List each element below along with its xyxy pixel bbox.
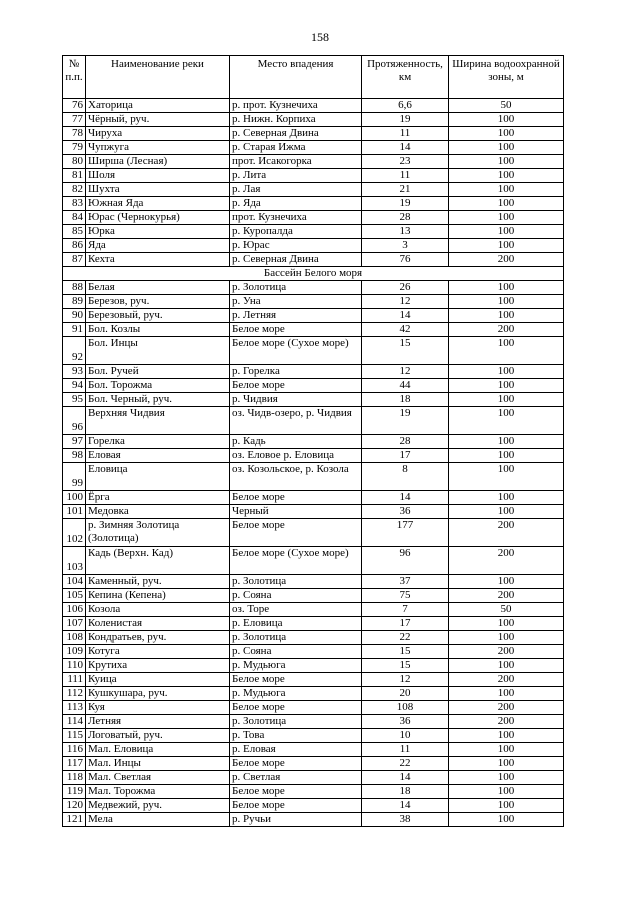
river-length: 15 (362, 645, 449, 659)
row-number: 110 (63, 659, 86, 673)
river-length: 12 (362, 673, 449, 687)
protection-zone-width: 100 (449, 393, 564, 407)
river-name: Куица (86, 673, 230, 687)
river-length: 96 (362, 547, 449, 575)
river-mouth: Белое море (230, 673, 362, 687)
river-mouth: р. Летняя (230, 309, 362, 323)
row-number: 117 (63, 757, 86, 771)
river-length: 12 (362, 365, 449, 379)
row-number: 100 (63, 491, 86, 505)
river-name: Медвежий, руч. (86, 799, 230, 813)
river-mouth: р. Чидвия (230, 393, 362, 407)
table-row (63, 617, 564, 631)
row-number: 115 (63, 729, 86, 743)
row-number: 102 (63, 519, 86, 547)
river-length: 10 (362, 729, 449, 743)
river-mouth: р. Това (230, 729, 362, 743)
protection-zone-width: 100 (449, 659, 564, 673)
header-width: Ширина водоохранной зоны, м (449, 56, 564, 99)
row-number: 109 (63, 645, 86, 659)
protection-zone-width: 100 (449, 813, 564, 827)
river-mouth: Черный (230, 505, 362, 519)
river-name: Бол. Козлы (86, 323, 230, 337)
river-name: Шоля (86, 169, 230, 183)
river-mouth: р. Лая (230, 183, 362, 197)
river-length: 20 (362, 687, 449, 701)
table-row (63, 575, 564, 589)
protection-zone-width: 100 (449, 729, 564, 743)
river-name: Березов, руч. (86, 295, 230, 309)
river-name: Логоватый, руч. (86, 729, 230, 743)
table-row (63, 589, 564, 603)
river-name: Кепина (Кепена) (86, 589, 230, 603)
river-name: Медовка (86, 505, 230, 519)
river-mouth: Белое море (230, 785, 362, 799)
protection-zone-width: 100 (449, 365, 564, 379)
river-mouth: Белое море (230, 379, 362, 393)
table-row (63, 435, 564, 449)
river-name: Яда (86, 239, 230, 253)
row-number: 91 (63, 323, 86, 337)
river-mouth: р. Светлая (230, 771, 362, 785)
river-length: 38 (362, 813, 449, 827)
header-name: Наименование реки (86, 56, 230, 99)
river-mouth: р. прот. Кузнечиха (230, 99, 362, 113)
row-number: 85 (63, 225, 86, 239)
river-length: 11 (362, 169, 449, 183)
table-row (63, 715, 564, 729)
river-mouth: Белое море (230, 701, 362, 715)
river-name: Мал. Инцы (86, 757, 230, 771)
row-number: 86 (63, 239, 86, 253)
row-number: 96 (63, 407, 86, 435)
row-number: 84 (63, 211, 86, 225)
river-name: Южная Яда (86, 197, 230, 211)
protection-zone-width: 100 (449, 687, 564, 701)
row-number: 97 (63, 435, 86, 449)
row-number: 107 (63, 617, 86, 631)
table-row (63, 645, 564, 659)
river-name: Юрка (86, 225, 230, 239)
row-number: 98 (63, 449, 86, 463)
river-length: 26 (362, 281, 449, 295)
row-number: 103 (63, 547, 86, 575)
river-mouth: р. Золотица (230, 631, 362, 645)
table-row (63, 729, 564, 743)
protection-zone-width: 100 (449, 127, 564, 141)
protection-zone-width: 100 (449, 155, 564, 169)
river-mouth: прот. Исакогорка (230, 155, 362, 169)
table-row (63, 463, 564, 491)
river-name: Мал. Светлая (86, 771, 230, 785)
river-name: Кехта (86, 253, 230, 267)
river-length: 23 (362, 155, 449, 169)
river-mouth: р. Еловая (230, 743, 362, 757)
river-length: 17 (362, 617, 449, 631)
row-number: 76 (63, 99, 86, 113)
river-name: Верхняя Чидвия (86, 407, 230, 435)
river-mouth: р. Горелка (230, 365, 362, 379)
river-mouth: Белое море (Сухое море) (230, 337, 362, 365)
river-length: 14 (362, 491, 449, 505)
river-name: Чупжуга (86, 141, 230, 155)
river-name: Белая (86, 281, 230, 295)
river-mouth: р. Уна (230, 295, 362, 309)
river-mouth: р. Кадь (230, 435, 362, 449)
header-num: № п.п. (63, 56, 86, 99)
protection-zone-width: 100 (449, 505, 564, 519)
protection-zone-width: 100 (449, 449, 564, 463)
river-length: 8 (362, 463, 449, 491)
river-mouth: оз. Козольское, р. Козола (230, 463, 362, 491)
table-row (63, 743, 564, 757)
table-row (63, 519, 564, 547)
table-row (63, 253, 564, 267)
row-number: 93 (63, 365, 86, 379)
river-name: Мал. Торожма (86, 785, 230, 799)
river-name: Кондратьев, руч. (86, 631, 230, 645)
protection-zone-width: 200 (449, 715, 564, 729)
table-row (63, 757, 564, 771)
river-length: 11 (362, 127, 449, 141)
river-mouth: р. Ручьи (230, 813, 362, 827)
table-row (63, 365, 564, 379)
row-number: 78 (63, 127, 86, 141)
river-name: Ширша (Лесная) (86, 155, 230, 169)
river-length: 12 (362, 295, 449, 309)
table-row (63, 155, 564, 169)
river-mouth: прот. Кузнечиха (230, 211, 362, 225)
protection-zone-width: 200 (449, 253, 564, 267)
page-number: 158 (311, 30, 329, 44)
row-number: 111 (63, 673, 86, 687)
river-name: Кушкушара, руч. (86, 687, 230, 701)
river-mouth: оз. Еловое р. Еловица (230, 449, 362, 463)
protection-zone-width: 200 (449, 589, 564, 603)
river-length: 15 (362, 337, 449, 365)
table-row (63, 771, 564, 785)
river-length: 177 (362, 519, 449, 547)
row-number: 106 (63, 603, 86, 617)
river-name: Кадь (Верхн. Кад) (86, 547, 230, 575)
river-length: 28 (362, 435, 449, 449)
table-row (63, 659, 564, 673)
river-length: 14 (362, 771, 449, 785)
table-row (63, 379, 564, 393)
table-row (63, 393, 564, 407)
river-mouth: Белое море (230, 757, 362, 771)
river-mouth: оз. Чидв-озеро, р. Чидвия (230, 407, 362, 435)
protection-zone-width: 200 (449, 701, 564, 715)
rows-group-a (63, 99, 564, 267)
row-number: 104 (63, 575, 86, 589)
river-name: Коленистая (86, 617, 230, 631)
row-number: 118 (63, 771, 86, 785)
protection-zone-width: 100 (449, 771, 564, 785)
river-length: 76 (362, 253, 449, 267)
river-name: Козола (86, 603, 230, 617)
table-row (63, 225, 564, 239)
river-mouth: р. Золотица (230, 715, 362, 729)
river-mouth: р. Сояна (230, 645, 362, 659)
protection-zone-width: 100 (449, 295, 564, 309)
table-row (63, 687, 564, 701)
river-length: 14 (362, 141, 449, 155)
river-mouth: р. Яда (230, 197, 362, 211)
row-number: 114 (63, 715, 86, 729)
table-row (63, 113, 564, 127)
river-length: 42 (362, 323, 449, 337)
protection-zone-width: 100 (449, 491, 564, 505)
table-row (63, 631, 564, 645)
river-mouth: р. Золотица (230, 575, 362, 589)
river-length: 36 (362, 505, 449, 519)
row-number: 82 (63, 183, 86, 197)
row-number: 113 (63, 701, 86, 715)
river-name: Еловая (86, 449, 230, 463)
river-name: Шухта (86, 183, 230, 197)
row-number: 77 (63, 113, 86, 127)
river-name: Мал. Еловица (86, 743, 230, 757)
river-length: 15 (362, 659, 449, 673)
river-length: 7 (362, 603, 449, 617)
row-number: 112 (63, 687, 86, 701)
table-row (63, 295, 564, 309)
river-length: 44 (362, 379, 449, 393)
protection-zone-width: 100 (449, 337, 564, 365)
river-length: 11 (362, 743, 449, 757)
river-name: Бол. Ручей (86, 365, 230, 379)
protection-zone-width: 200 (449, 547, 564, 575)
row-number: 90 (63, 309, 86, 323)
river-mouth: оз. Торе (230, 603, 362, 617)
protection-zone-width: 200 (449, 519, 564, 547)
river-mouth: р. Нижн. Корпиха (230, 113, 362, 127)
river-mouth: р. Мудьюга (230, 687, 362, 701)
river-length: 19 (362, 197, 449, 211)
river-length: 6,6 (362, 99, 449, 113)
protection-zone-width: 100 (449, 631, 564, 645)
river-length: 22 (362, 631, 449, 645)
table-row (63, 197, 564, 211)
river-name: Каменный, руч. (86, 575, 230, 589)
river-name: Еловица (86, 463, 230, 491)
row-number: 120 (63, 799, 86, 813)
protection-zone-width: 100 (449, 435, 564, 449)
river-mouth: р. Северная Двина (230, 127, 362, 141)
river-mouth: р. Северная Двина (230, 253, 362, 267)
river-mouth: р. Лита (230, 169, 362, 183)
table-row (63, 239, 564, 253)
river-length: 22 (362, 757, 449, 771)
river-length: 21 (362, 183, 449, 197)
row-number: 81 (63, 169, 86, 183)
section-row (63, 267, 564, 281)
river-mouth: Белое море (230, 323, 362, 337)
table-row (63, 603, 564, 617)
row-number: 87 (63, 253, 86, 267)
river-length: 14 (362, 309, 449, 323)
river-name: Горелка (86, 435, 230, 449)
river-length: 17 (362, 449, 449, 463)
rivers-table (62, 55, 564, 827)
protection-zone-width: 100 (449, 575, 564, 589)
header-mouth: Место впадения (230, 56, 362, 99)
river-name: Чёрный, руч. (86, 113, 230, 127)
section-title: Бассейн Белого моря (63, 267, 564, 281)
river-mouth: Белое море (230, 491, 362, 505)
protection-zone-width: 100 (449, 799, 564, 813)
river-name: Куя (86, 701, 230, 715)
row-number: 119 (63, 785, 86, 799)
river-name: Юрас (Чернокурья) (86, 211, 230, 225)
table-row (63, 673, 564, 687)
river-length: 18 (362, 393, 449, 407)
protection-zone-width: 100 (449, 183, 564, 197)
row-number: 99 (63, 463, 86, 491)
protection-zone-width: 100 (449, 309, 564, 323)
row-number: 88 (63, 281, 86, 295)
protection-zone-width: 100 (449, 617, 564, 631)
protection-zone-width: 100 (449, 197, 564, 211)
river-mouth: р. Старая Ижма (230, 141, 362, 155)
header-length: Протяженность, км (362, 56, 449, 99)
table-row (63, 813, 564, 827)
table-row (63, 211, 564, 225)
river-length: 28 (362, 211, 449, 225)
protection-zone-width: 100 (449, 141, 564, 155)
row-number: 94 (63, 379, 86, 393)
river-length: 13 (362, 225, 449, 239)
protection-zone-width: 100 (449, 463, 564, 491)
table-row (63, 99, 564, 113)
protection-zone-width: 50 (449, 603, 564, 617)
rows-group-b (63, 281, 564, 827)
river-name: Котуга (86, 645, 230, 659)
row-number: 80 (63, 155, 86, 169)
table-row (63, 547, 564, 575)
river-name: Бол. Торожма (86, 379, 230, 393)
table-row (63, 281, 564, 295)
protection-zone-width: 100 (449, 225, 564, 239)
river-name: Хаторица (86, 99, 230, 113)
river-name: Бол. Инцы (86, 337, 230, 365)
protection-zone-width: 100 (449, 239, 564, 253)
row-number: 95 (63, 393, 86, 407)
protection-zone-width: 100 (449, 113, 564, 127)
protection-zone-width: 200 (449, 673, 564, 687)
river-name: Мела (86, 813, 230, 827)
protection-zone-width: 200 (449, 323, 564, 337)
row-number: 121 (63, 813, 86, 827)
river-name: Летняя (86, 715, 230, 729)
protection-zone-width: 100 (449, 407, 564, 435)
protection-zone-width: 100 (449, 169, 564, 183)
table-row (63, 127, 564, 141)
row-number: 105 (63, 589, 86, 603)
river-length: 19 (362, 407, 449, 435)
table-row (63, 141, 564, 155)
table-row (63, 701, 564, 715)
table-row (63, 491, 564, 505)
river-name: Березовый, руч. (86, 309, 230, 323)
protection-zone-width: 100 (449, 743, 564, 757)
river-length: 18 (362, 785, 449, 799)
river-length: 37 (362, 575, 449, 589)
table-row (63, 799, 564, 813)
table-row (63, 505, 564, 519)
table-row (63, 449, 564, 463)
river-name: Крутиха (86, 659, 230, 673)
river-name: р. Зимняя Золотица (Золотица) (86, 519, 230, 547)
river-mouth: Белое море (230, 799, 362, 813)
river-mouth: Белое море (230, 519, 362, 547)
river-mouth: р. Сояна (230, 589, 362, 603)
river-mouth: р. Золотица (230, 281, 362, 295)
table-row (63, 407, 564, 435)
table-row (63, 169, 564, 183)
river-mouth: р. Юрас (230, 239, 362, 253)
row-number: 89 (63, 295, 86, 309)
river-length: 14 (362, 799, 449, 813)
river-length: 36 (362, 715, 449, 729)
table-header-row (63, 56, 564, 99)
river-length: 3 (362, 239, 449, 253)
table-row (63, 337, 564, 365)
row-number: 92 (63, 337, 86, 365)
table-row (63, 309, 564, 323)
row-number: 83 (63, 197, 86, 211)
river-mouth: р. Мудьюга (230, 659, 362, 673)
row-number: 101 (63, 505, 86, 519)
river-mouth: Белое море (Сухое море) (230, 547, 362, 575)
river-length: 75 (362, 589, 449, 603)
protection-zone-width: 50 (449, 99, 564, 113)
protection-zone-width: 100 (449, 379, 564, 393)
river-length: 108 (362, 701, 449, 715)
river-mouth: р. Куропалда (230, 225, 362, 239)
protection-zone-width: 100 (449, 757, 564, 771)
protection-zone-width: 100 (449, 785, 564, 799)
protection-zone-width: 100 (449, 281, 564, 295)
river-mouth: р. Еловица (230, 617, 362, 631)
protection-zone-width: 100 (449, 211, 564, 225)
row-number: 79 (63, 141, 86, 155)
river-name: Ёрга (86, 491, 230, 505)
river-length: 19 (362, 113, 449, 127)
table-row (63, 785, 564, 799)
row-number: 116 (63, 743, 86, 757)
river-name: Бол. Черный, руч. (86, 393, 230, 407)
row-number: 108 (63, 631, 86, 645)
river-name: Чируха (86, 127, 230, 141)
table-row (63, 183, 564, 197)
table-row (63, 323, 564, 337)
protection-zone-width: 200 (449, 645, 564, 659)
